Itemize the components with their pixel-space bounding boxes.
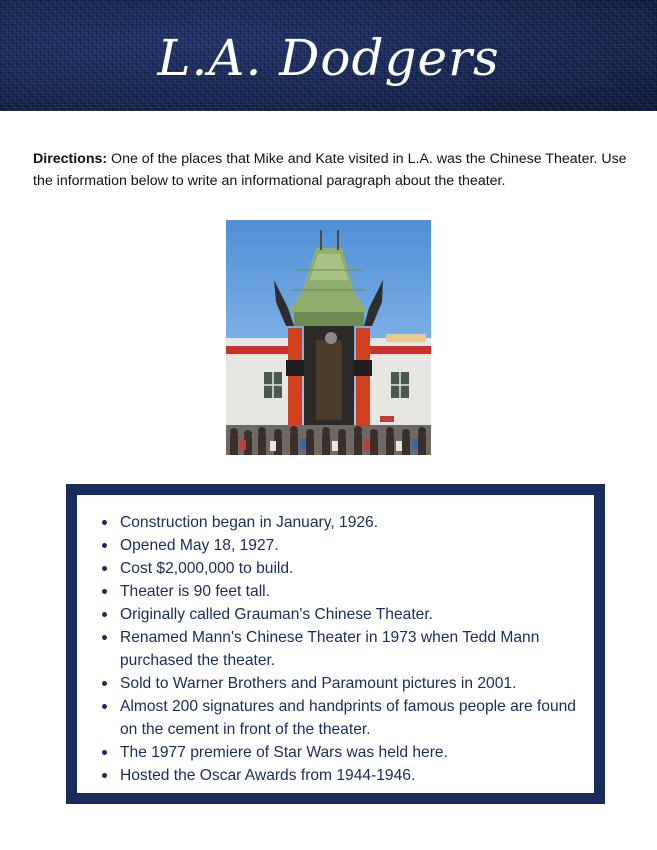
chinese-theater-photo <box>226 220 431 455</box>
bullet-icon <box>102 635 107 640</box>
facts-box <box>66 484 605 804</box>
directions-text: One of the places that Mike and Kate visited in L.A. was the Chinese Theater. Use the information below to write an informational paragraph about the theater. <box>33 151 627 189</box>
bullet-icon <box>102 704 107 709</box>
bullet-icon <box>102 589 107 594</box>
list-item: Renamed Mann's Chinese Theater in 1973 when Tedd Mann purchased the theater. <box>120 626 580 672</box>
list-item: Opened May 18, 1927. <box>120 534 580 557</box>
list-item: Theater is 90 feet tall. <box>120 580 580 603</box>
list-item: Almost 200 signatures and handprints of famous people are found on the cement in front of the theater. <box>120 695 580 741</box>
facts-list <box>77 511 580 787</box>
directions-paragraph <box>33 148 633 192</box>
list-item: Sold to Warner Brothers and Paramount pictures in 2001. <box>120 672 580 695</box>
directions-label: Directions: <box>33 151 108 167</box>
bullet-icon <box>102 520 107 525</box>
list-item: Construction began in January, 1926. <box>120 511 580 534</box>
list-item: Hosted the Oscar Awards from 1944-1946. <box>120 764 580 787</box>
header-banner <box>0 0 657 111</box>
bullet-icon <box>102 543 107 548</box>
bullet-icon <box>102 750 107 755</box>
facts-panel <box>77 495 594 793</box>
bullet-icon <box>102 681 107 686</box>
bullet-icon <box>102 566 107 571</box>
list-item: Originally called Grauman's Chinese Theater. <box>120 603 580 626</box>
list-item: Cost $2,000,000 to build. <box>120 557 580 580</box>
bullet-icon <box>102 612 107 617</box>
list-item: The 1977 premiere of Star Wars was held here. <box>120 741 580 764</box>
page-title: L.A. Dodgers <box>157 29 500 87</box>
bullet-icon <box>102 773 107 778</box>
